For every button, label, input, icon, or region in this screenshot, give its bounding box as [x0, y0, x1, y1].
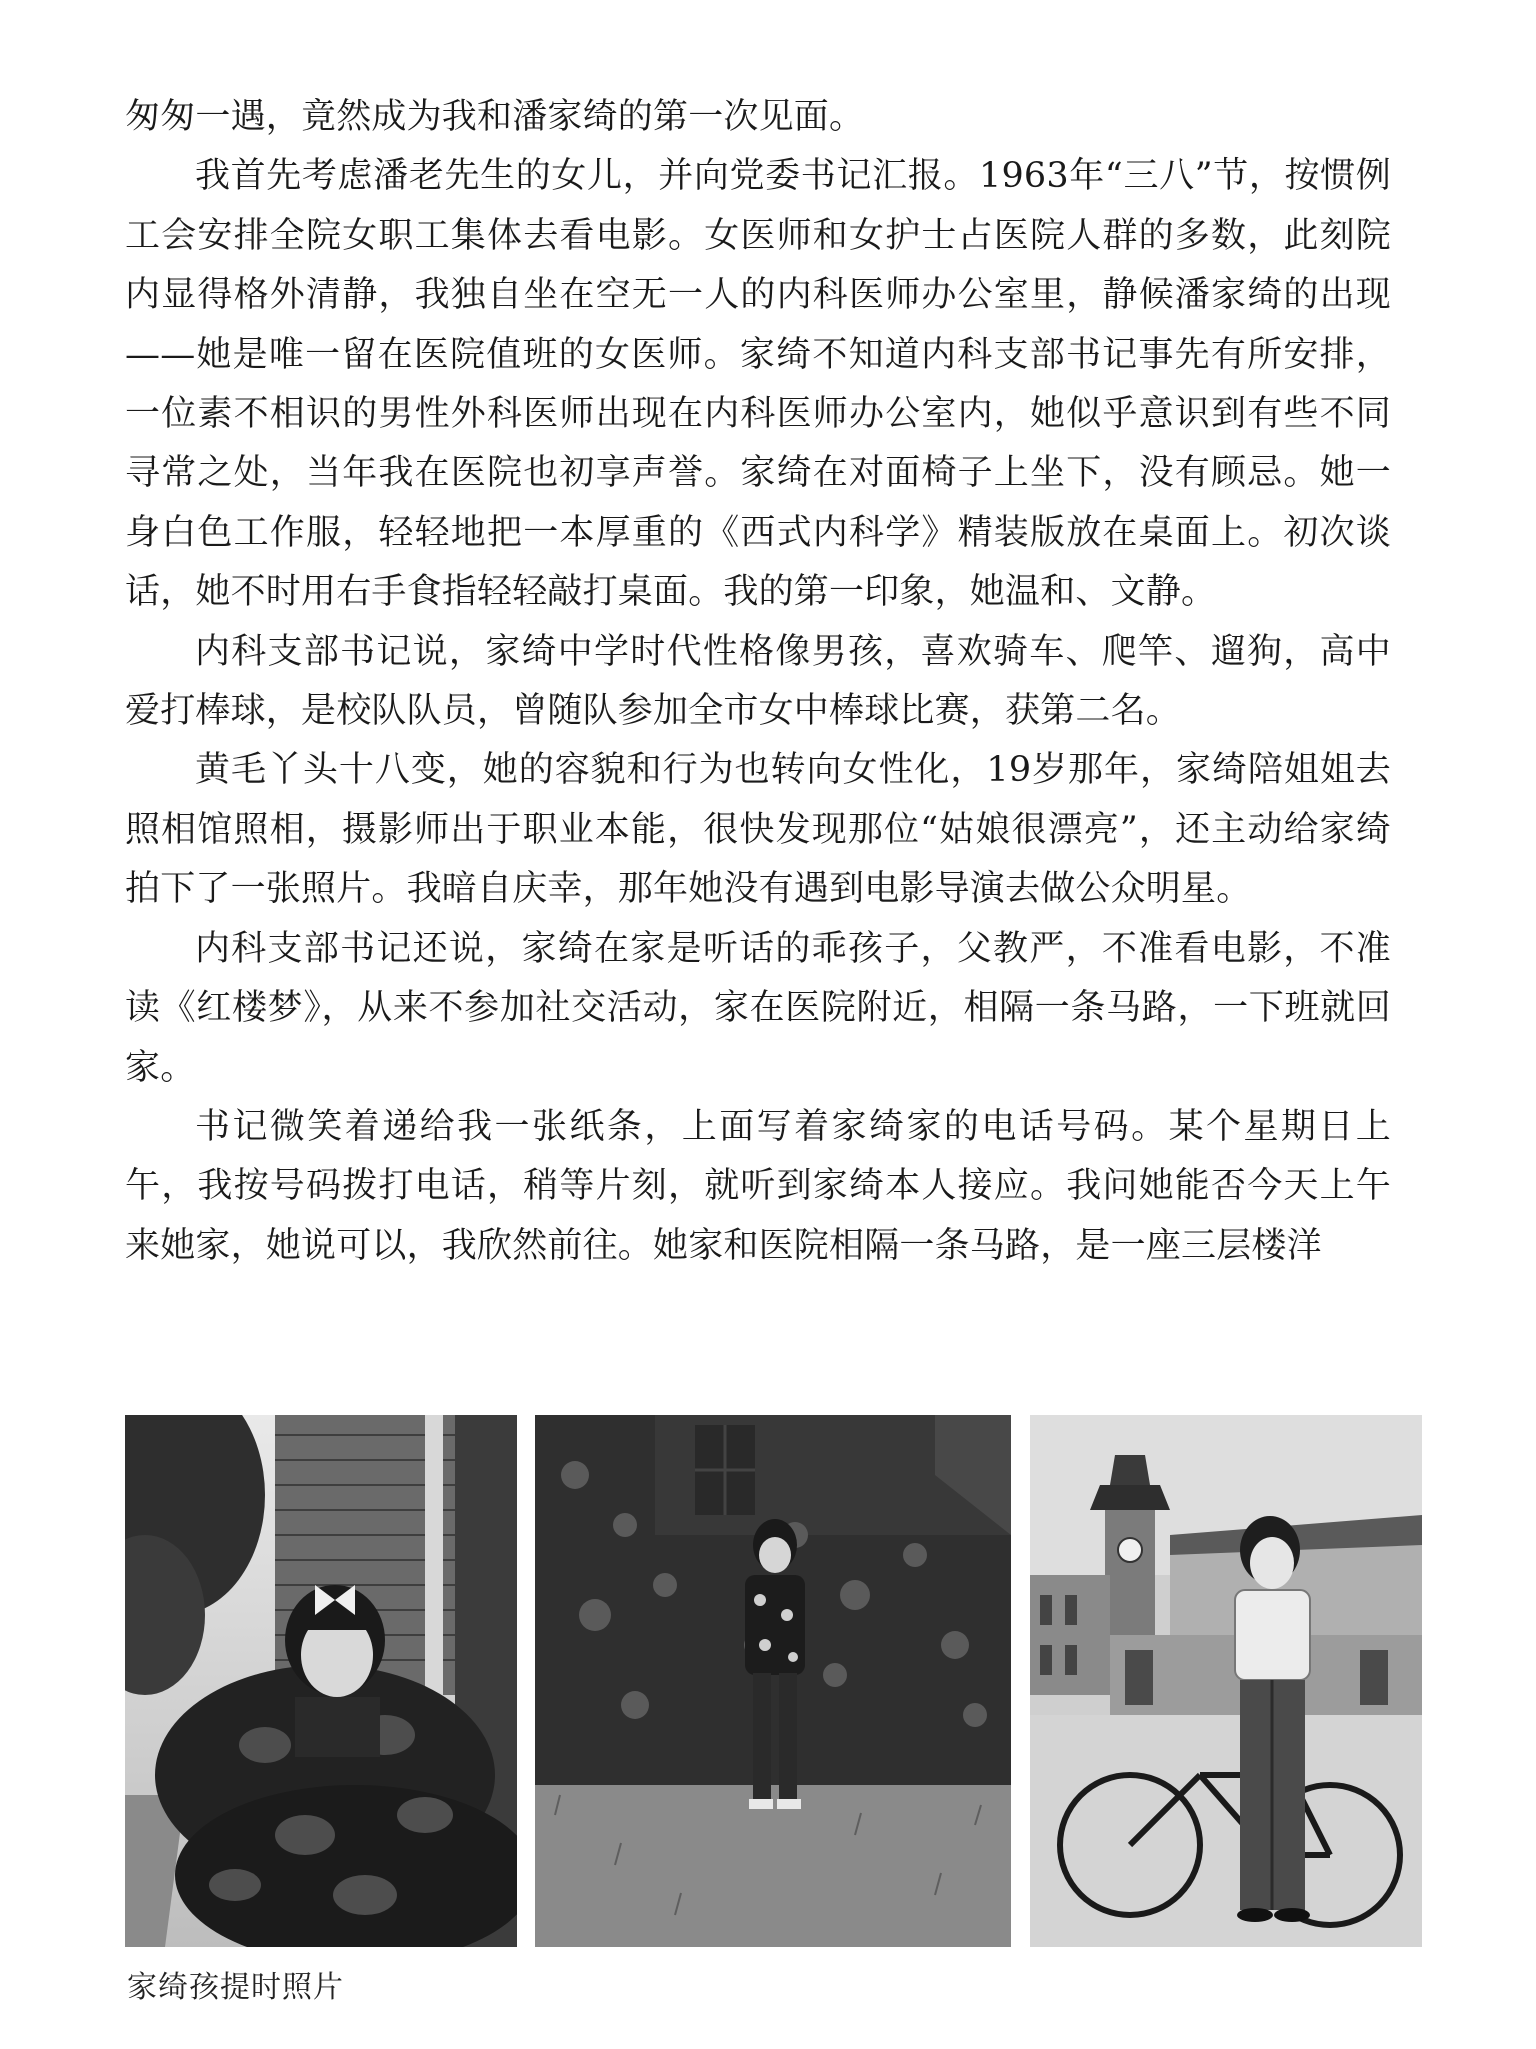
body-text: [125, 88, 1391, 1276]
photo-girl-with-bow: [125, 1415, 517, 1947]
paragraph-2: 我首先考虑潘老先生的女儿，并向党委书记汇报。1963年“三八”节，按惯例工会安排全院女职工集体去看电影。女医师和女护士占医院人群的多数，此刻院内显得格外清静，我独自坐在空无一人的内科医师办公室里，静候潘家绮的出现——她是唯一留在医院值班的女医师。家绮不知道内科支部书记事先有所安排，一位素不相识的男性外科医师出现在内科医师办公室内，她似乎意识到有些不同寻常之处，当年我在医院也初享声誉。家绮在对面椅子上坐下，没有顾忌。她一身白色工作服，轻轻地把一本厚重的《西式内科学》精装版放在桌面上。初次谈话，她不时用右手食指轻轻敲打桌面。我的第一印象，她温和、文静。: [125, 156, 1391, 613]
paragraph-1: 匆匆一遇，竟然成为我和潘家绮的第一次见面。: [125, 97, 865, 137]
paragraph-6: 书记微笑着递给我一张纸条，上面写着家绮家的电话号码。某个星期日上午，我按号码拨打电话，稍等片刻，就听到家绮本人接应。我问她能否今天上午来她家，她说可以，我欣然前往。她家和医院相隔一条马路，是一座三层楼洋: [125, 1106, 1391, 1266]
paragraph-4: 黄毛丫头十八变，她的容貌和行为也转向女性化，19岁那年，家绮陪姐姐去照相馆照相，摄影师出于职业本能，很快发现那位“姑娘很漂亮”，还主动给家绮拍下了一张照片。我暗自庆幸，那年她没有遇到电影导演去做公众明星。: [125, 750, 1391, 910]
paragraph-5: 内科支部书记还说，家绮在家是听话的乖孩子，父教严，不准看电影，不准读《红楼梦》，从来不参加社交活动，家在医院附近，相隔一条马路，一下班就回家。: [125, 928, 1391, 1088]
photo-caption: 家绮孩提时照片: [127, 1970, 344, 2005]
photo-girl-with-bicycle: [1030, 1415, 1422, 1947]
photo-girl-ivy-building: [535, 1415, 1011, 1947]
paragraph-3: 内科支部书记说，家绮中学时代性格像男孩，喜欢骑车、爬竿、遛狗，高中爱打棒球，是校队队员，曾随队参加全市女中棒球比赛，获第二名。: [125, 631, 1391, 732]
